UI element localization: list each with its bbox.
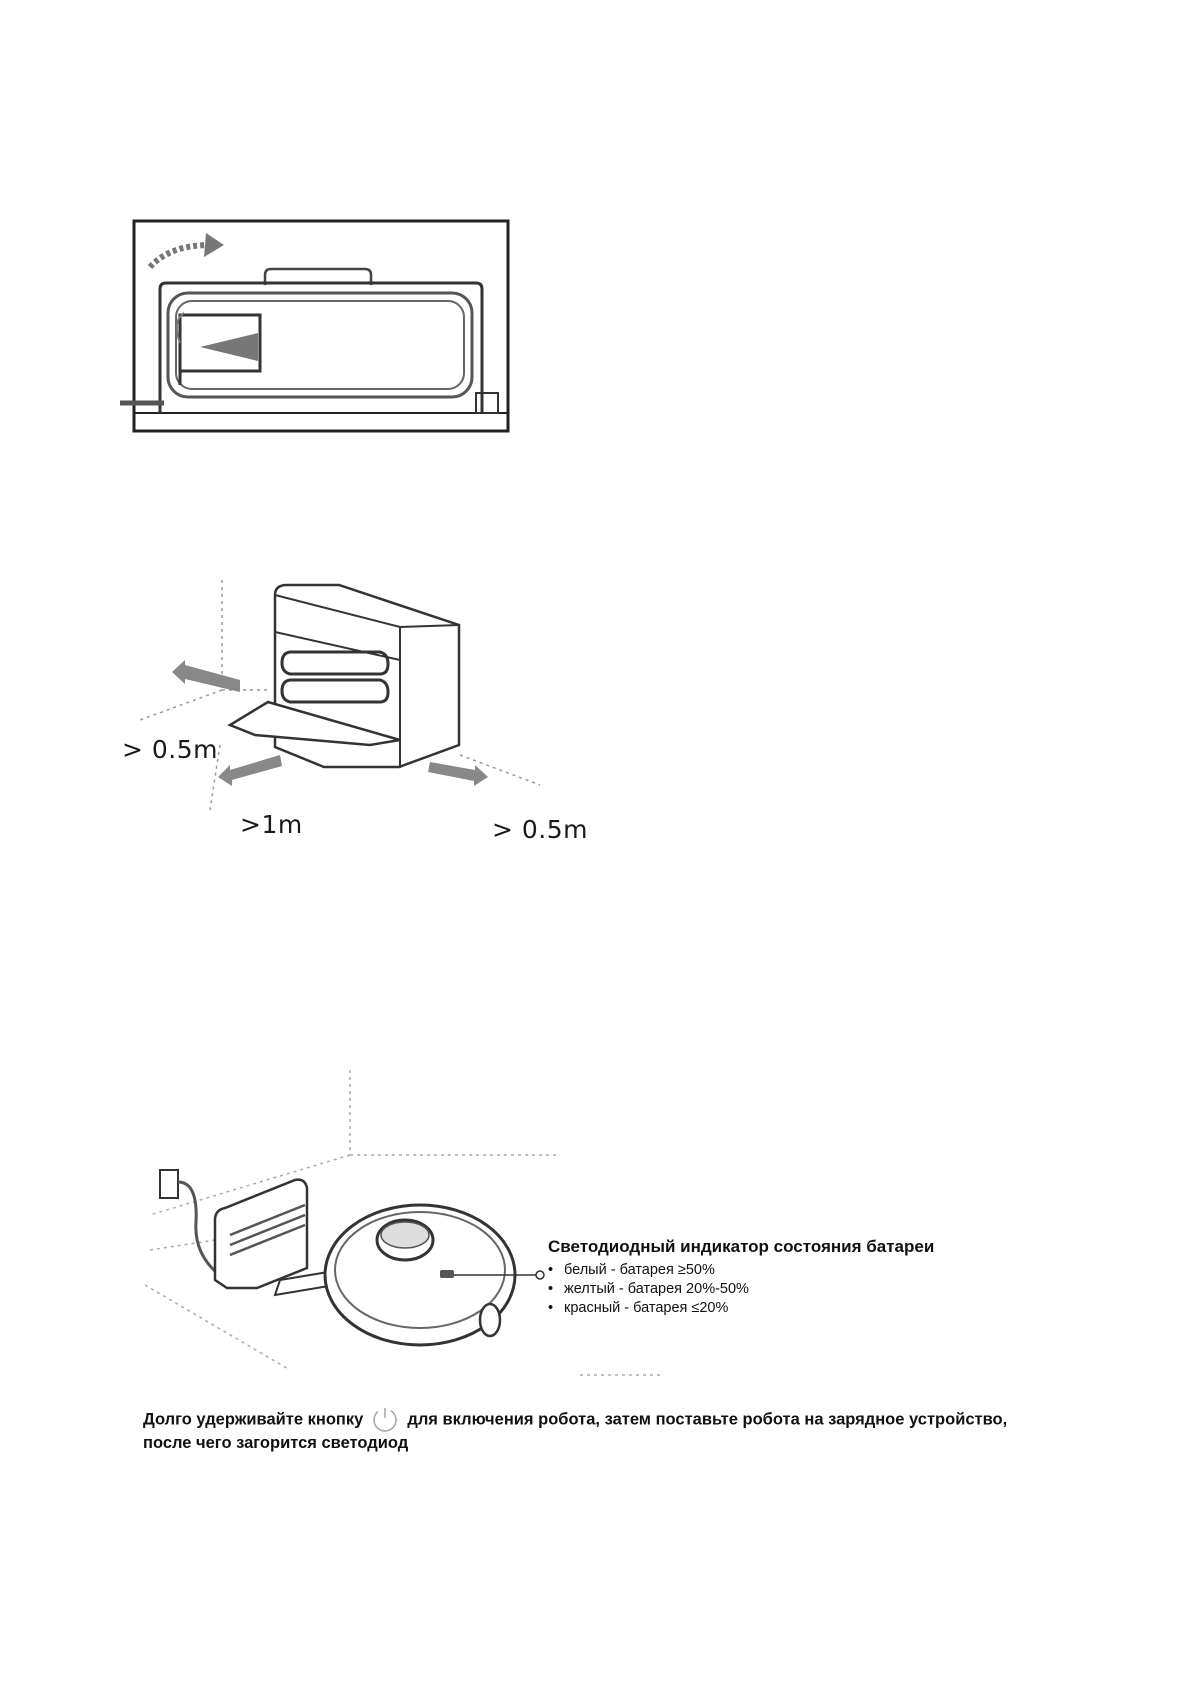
clearance-front-label: >1m xyxy=(240,810,303,839)
robot-charging-illustration xyxy=(140,1070,660,1370)
clearance-right-label: > 0.5m xyxy=(492,815,589,844)
figure-robot-charging xyxy=(140,1070,660,1370)
figure-cable-storage xyxy=(120,215,520,440)
battery-level-red: • красный - батарея ≤20% xyxy=(548,1299,934,1318)
battery-level-yellow: • желтый - батарея 20%-50% xyxy=(548,1280,934,1299)
power-button-icon xyxy=(371,1407,399,1433)
battery-indicator-title: Светодиодный индикатор состояния батареи xyxy=(548,1237,935,1256)
battery-indicator-list xyxy=(548,1261,934,1318)
instruction-before-icon: Долго удерживайте кнопку xyxy=(143,1410,364,1429)
instruction-after-icon: для включения робота, затем поставьте робота на зарядное устройство, xyxy=(407,1410,1008,1429)
instruction-line-1 xyxy=(143,1407,1143,1433)
dock-clearance-illustration xyxy=(120,580,600,840)
power-on-instruction xyxy=(143,1407,1143,1454)
battery-level-white: • белый - батарея ≥50% xyxy=(548,1261,934,1280)
instruction-line-2: после чего загорится светодиод xyxy=(143,1434,409,1452)
cable-storage-illustration xyxy=(120,215,520,440)
battery-indicator-legend xyxy=(548,1237,934,1318)
clearance-left-label: > 0.5m xyxy=(122,735,219,764)
figure-dock-clearance xyxy=(120,580,600,840)
